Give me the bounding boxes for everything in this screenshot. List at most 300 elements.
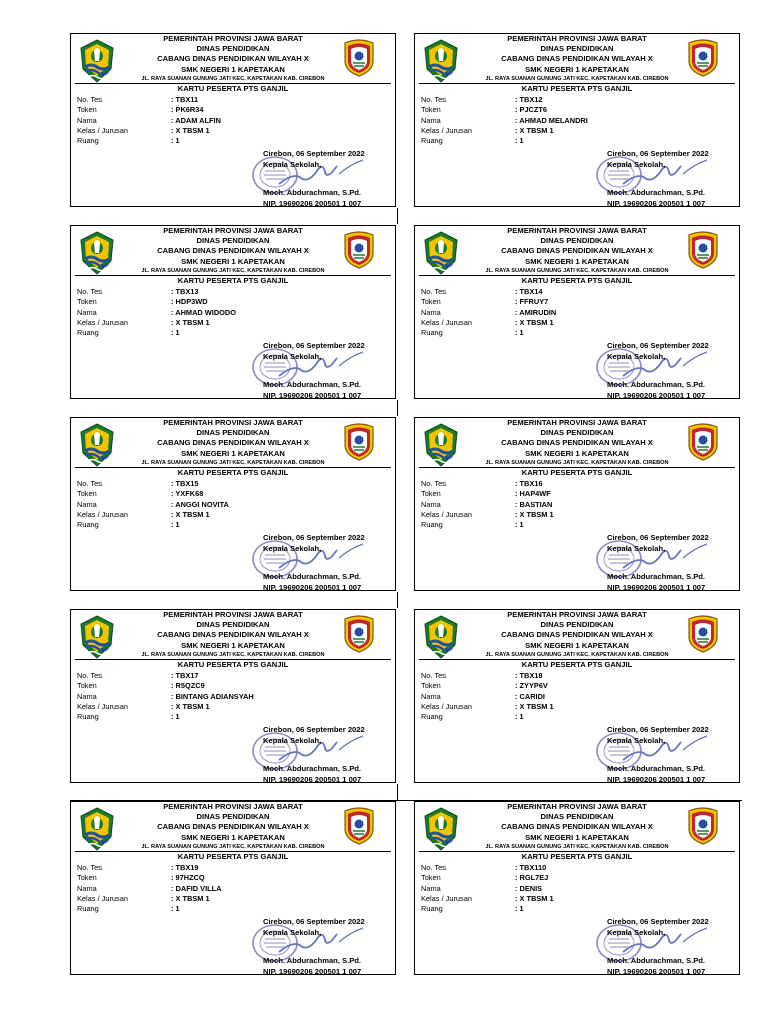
- row-nama: [77, 116, 221, 126]
- value-ruang: : 1: [515, 712, 524, 722]
- header-line-1: PEMERINTAH PROVINSI JAWA BARAT: [507, 226, 647, 235]
- label-nama: Nama: [421, 307, 441, 317]
- smk-shield-icon: [685, 39, 721, 77]
- signature-name: Moch. Abdurachman, S.Pd.: [607, 572, 706, 581]
- label-kelas: Kelas / Jurusan: [421, 893, 472, 903]
- label-nama: Nama: [77, 499, 97, 509]
- label-ruang: Ruang: [77, 136, 99, 146]
- header-address: JL. RAYA SUANAN GUNUNG JATI KEC. KAPETAKAN KAB. CIREBON: [141, 843, 325, 850]
- header-line-1: PEMERINTAH PROVINSI JAWA BARAT: [163, 226, 303, 235]
- value-ruang: : 1: [171, 520, 180, 530]
- signature-name: Moch. Abdurachman, S.Pd.: [263, 572, 362, 581]
- label-ruang: Ruang: [421, 328, 443, 338]
- value-ruang: : 1: [515, 904, 524, 914]
- column-divider: [397, 784, 398, 800]
- header-line-4: SMK NEGERI 1 KAPETAKAN: [525, 64, 629, 74]
- participant-details: [77, 671, 254, 722]
- label-kelas: Kelas / Jurusan: [421, 125, 472, 135]
- header-line-3: CABANG DINAS PENDIDIKAN WILAYAH X: [157, 630, 309, 640]
- header-address: JL. RAYA SUANAN GUNUNG JATI KEC. KAPETAKAN KAB. CIREBON: [485, 651, 669, 658]
- participant-details: [421, 863, 554, 914]
- jawa-barat-emblem-icon: [423, 231, 459, 275]
- value-token: : ZYYP6V: [515, 681, 548, 691]
- label-kelas: Kelas / Jurusan: [77, 317, 128, 327]
- exam-card-5: [70, 417, 396, 591]
- row-kelas: [77, 318, 236, 328]
- row-nama: [421, 308, 556, 318]
- participant-details: [421, 95, 588, 146]
- row-token: [421, 105, 588, 115]
- row-token: [77, 105, 221, 115]
- label-nama: Nama: [77, 691, 97, 701]
- value-no-tes: : TBX14: [515, 287, 543, 296]
- label-no-tes: No. Tes: [421, 863, 446, 872]
- label-kelas: Kelas / Jurusan: [77, 701, 128, 711]
- value-ruang: : 1: [515, 520, 524, 530]
- row-nama: [421, 116, 588, 126]
- label-kelas: Kelas / Jurusan: [77, 893, 128, 903]
- value-no-tes: : TBX15: [171, 479, 199, 488]
- row-ruang: [421, 520, 554, 530]
- smk-shield-icon: [685, 231, 721, 269]
- signature-block: [263, 532, 393, 591]
- row-kelas: [77, 702, 254, 712]
- exam-card-10: [414, 801, 740, 975]
- value-token: : PJCZT6: [515, 105, 548, 115]
- header-address: JL. RAYA SUANAN GUNUNG JATI KEC. KAPETAKAN KAB. CIREBON: [141, 651, 325, 658]
- jawa-barat-emblem-icon: [79, 807, 115, 851]
- signature-name: Moch. Abdurachman, S.Pd.: [607, 380, 706, 389]
- header-line-1: PEMERINTAH PROVINSI JAWA BARAT: [507, 418, 647, 427]
- participant-details: [421, 671, 554, 722]
- header-line-1: PEMERINTAH PROVINSI JAWA BARAT: [507, 34, 647, 43]
- header-line-2: DINAS PENDIDIKAN: [540, 620, 614, 630]
- value-no-tes: : TBX16: [515, 479, 543, 488]
- exam-card-7: [70, 609, 396, 783]
- signature-place-date: Cirebon, 06 September 2022: [607, 917, 709, 926]
- header-line-2: DINAS PENDIDIKAN: [196, 812, 270, 822]
- header-line-3: CABANG DINAS PENDIDIKAN WILAYAH X: [501, 54, 653, 64]
- header-line-4: SMK NEGERI 1 KAPETAKAN: [525, 256, 629, 266]
- row-no-tes: [421, 95, 588, 105]
- jawa-barat-emblem-icon: [79, 615, 115, 659]
- header-line-3: CABANG DINAS PENDIDIKAN WILAYAH X: [501, 438, 653, 448]
- card-title: KARTU PESERTA PTS GANJIL: [177, 852, 289, 861]
- row-no-tes: [77, 671, 254, 681]
- label-no-tes: No. Tes: [421, 671, 446, 680]
- value-nama: : AHMAD WIDODO: [171, 307, 236, 317]
- value-nama: : CARIDI: [515, 691, 545, 701]
- signature-block: [607, 340, 737, 399]
- value-no-tes: : TBX13: [171, 287, 199, 296]
- smk-shield-icon: [341, 807, 377, 845]
- header-line-4: SMK NEGERI 1 KAPETAKAN: [181, 64, 285, 74]
- participant-details: [421, 287, 556, 338]
- label-token: Token: [77, 297, 97, 307]
- exam-card-2: [414, 33, 740, 207]
- signature-position: Kepala Sekolah,: [607, 544, 666, 553]
- row-ruang: [421, 712, 554, 722]
- value-ruang: : 1: [515, 136, 524, 146]
- value-kelas: : X TBSM 1: [515, 701, 554, 711]
- row-ruang: [77, 904, 222, 914]
- label-token: Token: [77, 681, 97, 691]
- header-line-1: PEMERINTAH PROVINSI JAWA BARAT: [507, 802, 647, 811]
- smk-shield-icon: [685, 807, 721, 845]
- signature-position: Kepala Sekolah,: [263, 736, 322, 745]
- label-ruang: Ruang: [421, 712, 443, 722]
- card-title: KARTU PESERTA PTS GANJIL: [521, 468, 633, 477]
- exam-card-4: [414, 225, 740, 399]
- label-nama: Nama: [77, 307, 97, 317]
- value-nama: : AMIRUDIN: [515, 307, 557, 317]
- signature-block: [607, 724, 737, 783]
- signature-position: Kepala Sekolah,: [263, 160, 322, 169]
- smk-shield-icon: [685, 615, 721, 653]
- signature-place-date: Cirebon, 06 September 2022: [263, 149, 365, 158]
- row-token: [77, 873, 222, 883]
- value-token: : 97HZCQ: [171, 873, 205, 883]
- smk-shield-icon: [341, 423, 377, 461]
- card-title: KARTU PESERTA PTS GANJIL: [521, 84, 633, 93]
- row-ruang: [421, 904, 554, 914]
- header-line-3: CABANG DINAS PENDIDIKAN WILAYAH X: [157, 54, 309, 64]
- value-kelas: : X TBSM 1: [515, 893, 554, 903]
- signature-nip: NIP. 19690206 200501 1 007: [263, 391, 362, 399]
- column-divider: [397, 592, 398, 608]
- label-ruang: Ruang: [77, 904, 99, 914]
- value-kelas: : X TBSM 1: [171, 701, 210, 711]
- signature-block: [263, 916, 393, 975]
- header-line-2: DINAS PENDIDIKAN: [196, 44, 270, 54]
- header-line-3: CABANG DINAS PENDIDIKAN WILAYAH X: [157, 438, 309, 448]
- label-ruang: Ruang: [421, 136, 443, 146]
- row-ruang: [421, 328, 556, 338]
- exam-card-3: [70, 225, 396, 399]
- label-no-tes: No. Tes: [77, 95, 102, 104]
- row-kelas: [77, 894, 222, 904]
- header-line-4: SMK NEGERI 1 KAPETAKAN: [525, 640, 629, 650]
- header-line-4: SMK NEGERI 1 KAPETAKAN: [181, 448, 285, 458]
- row-kelas: [421, 318, 556, 328]
- signature-place-date: Cirebon, 06 September 2022: [263, 533, 365, 542]
- header-line-3: CABANG DINAS PENDIDIKAN WILAYAH X: [501, 246, 653, 256]
- jawa-barat-emblem-icon: [79, 39, 115, 83]
- value-nama: : BASTIAN: [515, 499, 553, 509]
- value-token: : R5QZC9: [171, 681, 205, 691]
- value-token: : HAP4WF: [515, 489, 551, 499]
- value-nama: : BINTANG ADIANSYAH: [171, 691, 254, 701]
- header-line-2: DINAS PENDIDIKAN: [196, 620, 270, 630]
- row-ruang: [77, 328, 236, 338]
- signature-name: Moch. Abdurachman, S.Pd.: [607, 764, 706, 773]
- value-no-tes: : TBX19: [171, 863, 199, 872]
- value-nama: : ANGGI NOVITA: [171, 499, 229, 509]
- label-no-tes: No. Tes: [421, 479, 446, 488]
- signature-place-date: Cirebon, 06 September 2022: [263, 341, 365, 350]
- label-no-tes: No. Tes: [77, 479, 102, 488]
- row-no-tes: [77, 287, 236, 297]
- header-address: JL. RAYA SUANAN GUNUNG JATI KEC. KAPETAKAN KAB. CIREBON: [141, 75, 325, 82]
- signature-name: Moch. Abdurachman, S.Pd.: [263, 188, 362, 197]
- label-token: Token: [421, 489, 441, 499]
- row-nama: [77, 884, 222, 894]
- signature-block: [607, 916, 737, 975]
- value-no-tes: : TBX110: [515, 863, 547, 872]
- exam-card-9: [70, 801, 396, 975]
- header-line-4: SMK NEGERI 1 KAPETAKAN: [525, 448, 629, 458]
- value-kelas: : X TBSM 1: [171, 317, 210, 327]
- label-nama: Nama: [77, 115, 97, 125]
- row-token: [77, 297, 236, 307]
- signature-place-date: Cirebon, 06 September 2022: [263, 917, 365, 926]
- row-ruang: [77, 136, 221, 146]
- label-token: Token: [77, 873, 97, 883]
- header-line-3: CABANG DINAS PENDIDIKAN WILAYAH X: [157, 246, 309, 256]
- label-kelas: Kelas / Jurusan: [421, 701, 472, 711]
- signature-place-date: Cirebon, 06 September 2022: [263, 725, 365, 734]
- participant-details: [77, 95, 221, 146]
- label-kelas: Kelas / Jurusan: [421, 509, 472, 519]
- value-kelas: : X TBSM 1: [515, 509, 554, 519]
- row-ruang: [77, 712, 254, 722]
- smk-shield-icon: [341, 231, 377, 269]
- header-address: JL. RAYA SUANAN GUNUNG JATI KEC. KAPETAKAN KAB. CIREBON: [485, 459, 669, 466]
- header-line-1: PEMERINTAH PROVINSI JAWA BARAT: [163, 34, 303, 43]
- header-line-2: DINAS PENDIDIKAN: [540, 44, 614, 54]
- card-title: KARTU PESERTA PTS GANJIL: [177, 468, 289, 477]
- label-token: Token: [77, 489, 97, 499]
- label-nama: Nama: [77, 883, 97, 893]
- header-line-2: DINAS PENDIDIKAN: [196, 236, 270, 246]
- signature-block: [607, 148, 737, 207]
- label-token: Token: [421, 105, 441, 115]
- value-ruang: : 1: [171, 904, 180, 914]
- header-line-4: SMK NEGERI 1 KAPETAKAN: [181, 832, 285, 842]
- row-token: [421, 489, 554, 499]
- label-token: Token: [421, 297, 441, 307]
- row-no-tes: [77, 95, 221, 105]
- signature-name: Moch. Abdurachman, S.Pd.: [263, 764, 362, 773]
- header-address: JL. RAYA SUANAN GUNUNG JATI KEC. KAPETAKAN KAB. CIREBON: [485, 75, 669, 82]
- row-no-tes: [421, 671, 554, 681]
- jawa-barat-emblem-icon: [423, 423, 459, 467]
- value-no-tes: : TBX18: [515, 671, 543, 680]
- label-nama: Nama: [421, 115, 441, 125]
- header-line-1: PEMERINTAH PROVINSI JAWA BARAT: [163, 418, 303, 427]
- row-no-tes: [77, 863, 222, 873]
- label-ruang: Ruang: [421, 904, 443, 914]
- signature-nip: NIP. 19690206 200501 1 007: [607, 199, 706, 207]
- row-kelas: [77, 510, 229, 520]
- header-line-4: SMK NEGERI 1 KAPETAKAN: [525, 832, 629, 842]
- value-no-tes: : TBX12: [515, 95, 543, 104]
- smk-shield-icon: [341, 39, 377, 77]
- label-ruang: Ruang: [77, 520, 99, 530]
- value-ruang: : 1: [515, 328, 524, 338]
- header-line-2: DINAS PENDIDIKAN: [540, 428, 614, 438]
- row-nama: [421, 500, 554, 510]
- label-kelas: Kelas / Jurusan: [77, 125, 128, 135]
- signature-nip: NIP. 19690206 200501 1 007: [607, 391, 706, 399]
- jawa-barat-emblem-icon: [423, 39, 459, 83]
- value-ruang: : 1: [171, 328, 180, 338]
- smk-shield-icon: [685, 423, 721, 461]
- smk-shield-icon: [341, 615, 377, 653]
- value-ruang: : 1: [171, 712, 180, 722]
- row-ruang: [421, 136, 588, 146]
- row-kelas: [77, 126, 221, 136]
- jawa-barat-emblem-icon: [79, 423, 115, 467]
- header-line-2: DINAS PENDIDIKAN: [540, 236, 614, 246]
- signature-nip: NIP. 19690206 200501 1 007: [607, 775, 706, 783]
- label-token: Token: [421, 681, 441, 691]
- card-title: KARTU PESERTA PTS GANJIL: [177, 660, 289, 669]
- row-no-tes: [421, 479, 554, 489]
- label-kelas: Kelas / Jurusan: [77, 509, 128, 519]
- participant-details: [77, 479, 229, 530]
- label-ruang: Ruang: [421, 520, 443, 530]
- signature-nip: NIP. 19690206 200501 1 007: [263, 583, 362, 591]
- value-token: : YXFK68: [171, 489, 204, 499]
- exam-card-1: [70, 33, 396, 207]
- signature-name: Moch. Abdurachman, S.Pd.: [263, 380, 362, 389]
- signature-block: [263, 724, 393, 783]
- column-divider: [397, 400, 398, 416]
- signature-position: Kepala Sekolah,: [607, 736, 666, 745]
- card-title: KARTU PESERTA PTS GANJIL: [177, 276, 289, 285]
- signature-nip: NIP. 19690206 200501 1 007: [607, 967, 706, 975]
- header-line-1: PEMERINTAH PROVINSI JAWA BARAT: [507, 610, 647, 619]
- signature-name: Moch. Abdurachman, S.Pd.: [607, 188, 706, 197]
- row-token: [421, 873, 554, 883]
- signature-block: [607, 532, 737, 591]
- header-line-2: DINAS PENDIDIKAN: [196, 428, 270, 438]
- signature-block: [263, 148, 393, 207]
- label-no-tes: No. Tes: [421, 287, 446, 296]
- value-no-tes: : TBX17: [171, 671, 199, 680]
- value-kelas: : X TBSM 1: [515, 317, 554, 327]
- label-nama: Nama: [421, 883, 441, 893]
- label-ruang: Ruang: [77, 328, 99, 338]
- label-nama: Nama: [421, 691, 441, 701]
- jawa-barat-emblem-icon: [423, 807, 459, 851]
- header-line-1: PEMERINTAH PROVINSI JAWA BARAT: [163, 802, 303, 811]
- signature-nip: NIP. 19690206 200501 1 007: [263, 775, 362, 783]
- row-nama: [421, 692, 554, 702]
- header-line-4: SMK NEGERI 1 KAPETAKAN: [181, 256, 285, 266]
- signature-position: Kepala Sekolah,: [263, 928, 322, 937]
- value-token: : HDP3WD: [171, 297, 208, 307]
- label-no-tes: No. Tes: [77, 863, 102, 872]
- signature-block: [263, 340, 393, 399]
- signature-name: Moch. Abdurachman, S.Pd.: [263, 956, 362, 965]
- signature-position: Kepala Sekolah,: [607, 352, 666, 361]
- signature-place-date: Cirebon, 06 September 2022: [607, 725, 709, 734]
- value-token: : PK6R34: [171, 105, 204, 115]
- row-nama: [421, 884, 554, 894]
- signature-position: Kepala Sekolah,: [607, 160, 666, 169]
- participant-details: [77, 863, 222, 914]
- value-nama: : DENIS: [515, 883, 543, 893]
- value-nama: : ADAM ALFIN: [171, 115, 221, 125]
- row-nama: [77, 308, 236, 318]
- label-token: Token: [421, 873, 441, 883]
- header-address: JL. RAYA SUANAN GUNUNG JATI KEC. KAPETAKAN KAB. CIREBON: [141, 459, 325, 466]
- value-kelas: : X TBSM 1: [171, 125, 210, 135]
- row-nama: [77, 692, 254, 702]
- header-line-3: CABANG DINAS PENDIDIKAN WILAYAH X: [501, 822, 653, 832]
- exam-card-8: [414, 609, 740, 783]
- value-kelas: : X TBSM 1: [515, 125, 554, 135]
- label-no-tes: No. Tes: [77, 671, 102, 680]
- jawa-barat-emblem-icon: [79, 231, 115, 275]
- exam-card-6: [414, 417, 740, 591]
- row-no-tes: [421, 863, 554, 873]
- label-token: Token: [77, 105, 97, 115]
- row-no-tes: [421, 287, 556, 297]
- header-address: JL. RAYA SUANAN GUNUNG JATI KEC. KAPETAKAN KAB. CIREBON: [485, 843, 669, 850]
- signature-place-date: Cirebon, 06 September 2022: [607, 341, 709, 350]
- value-kelas: : X TBSM 1: [171, 893, 210, 903]
- participant-details: [77, 287, 236, 338]
- value-nama: : AHMAD MELANDRI: [515, 115, 588, 125]
- header-line-2: DINAS PENDIDIKAN: [540, 812, 614, 822]
- value-no-tes: : TBX11: [171, 95, 199, 104]
- signature-position: Kepala Sekolah,: [263, 352, 322, 361]
- label-ruang: Ruang: [77, 712, 99, 722]
- value-kelas: : X TBSM 1: [171, 509, 210, 519]
- label-kelas: Kelas / Jurusan: [421, 317, 472, 327]
- label-nama: Nama: [421, 499, 441, 509]
- row-token: [421, 681, 554, 691]
- signature-nip: NIP. 19690206 200501 1 007: [263, 199, 362, 207]
- signature-position: Kepala Sekolah,: [607, 928, 666, 937]
- jawa-barat-emblem-icon: [423, 615, 459, 659]
- signature-position: Kepala Sekolah,: [263, 544, 322, 553]
- row-nama: [77, 500, 229, 510]
- row-token: [77, 489, 229, 499]
- signature-place-date: Cirebon, 06 September 2022: [607, 533, 709, 542]
- card-title: KARTU PESERTA PTS GANJIL: [521, 660, 633, 669]
- signature-place-date: Cirebon, 06 September 2022: [607, 149, 709, 158]
- value-token: : FFRUY7: [515, 297, 549, 307]
- card-title: KARTU PESERTA PTS GANJIL: [521, 276, 633, 285]
- label-no-tes: No. Tes: [421, 95, 446, 104]
- row-kelas: [421, 126, 588, 136]
- row-ruang: [77, 520, 229, 530]
- value-ruang: : 1: [171, 136, 180, 146]
- row-no-tes: [77, 479, 229, 489]
- header-line-3: CABANG DINAS PENDIDIKAN WILAYAH X: [157, 822, 309, 832]
- header-line-3: CABANG DINAS PENDIDIKAN WILAYAH X: [501, 630, 653, 640]
- header-address: JL. RAYA SUANAN GUNUNG JATI KEC. KAPETAKAN KAB. CIREBON: [485, 267, 669, 274]
- signature-nip: NIP. 19690206 200501 1 007: [263, 967, 362, 975]
- header-line-4: SMK NEGERI 1 KAPETAKAN: [181, 640, 285, 650]
- column-divider: [397, 208, 398, 224]
- row-token: [421, 297, 556, 307]
- row-kelas: [421, 894, 554, 904]
- signature-name: Moch. Abdurachman, S.Pd.: [607, 956, 706, 965]
- value-token: : RGL7EJ: [515, 873, 549, 883]
- header-address: JL. RAYA SUANAN GUNUNG JATI KEC. KAPETAKAN KAB. CIREBON: [141, 267, 325, 274]
- signature-nip: NIP. 19690206 200501 1 007: [607, 583, 706, 591]
- label-no-tes: No. Tes: [77, 287, 102, 296]
- card-title: KARTU PESERTA PTS GANJIL: [177, 84, 289, 93]
- row-kelas: [421, 702, 554, 712]
- value-nama: : DAFID VILLA: [171, 883, 222, 893]
- participant-details: [421, 479, 554, 530]
